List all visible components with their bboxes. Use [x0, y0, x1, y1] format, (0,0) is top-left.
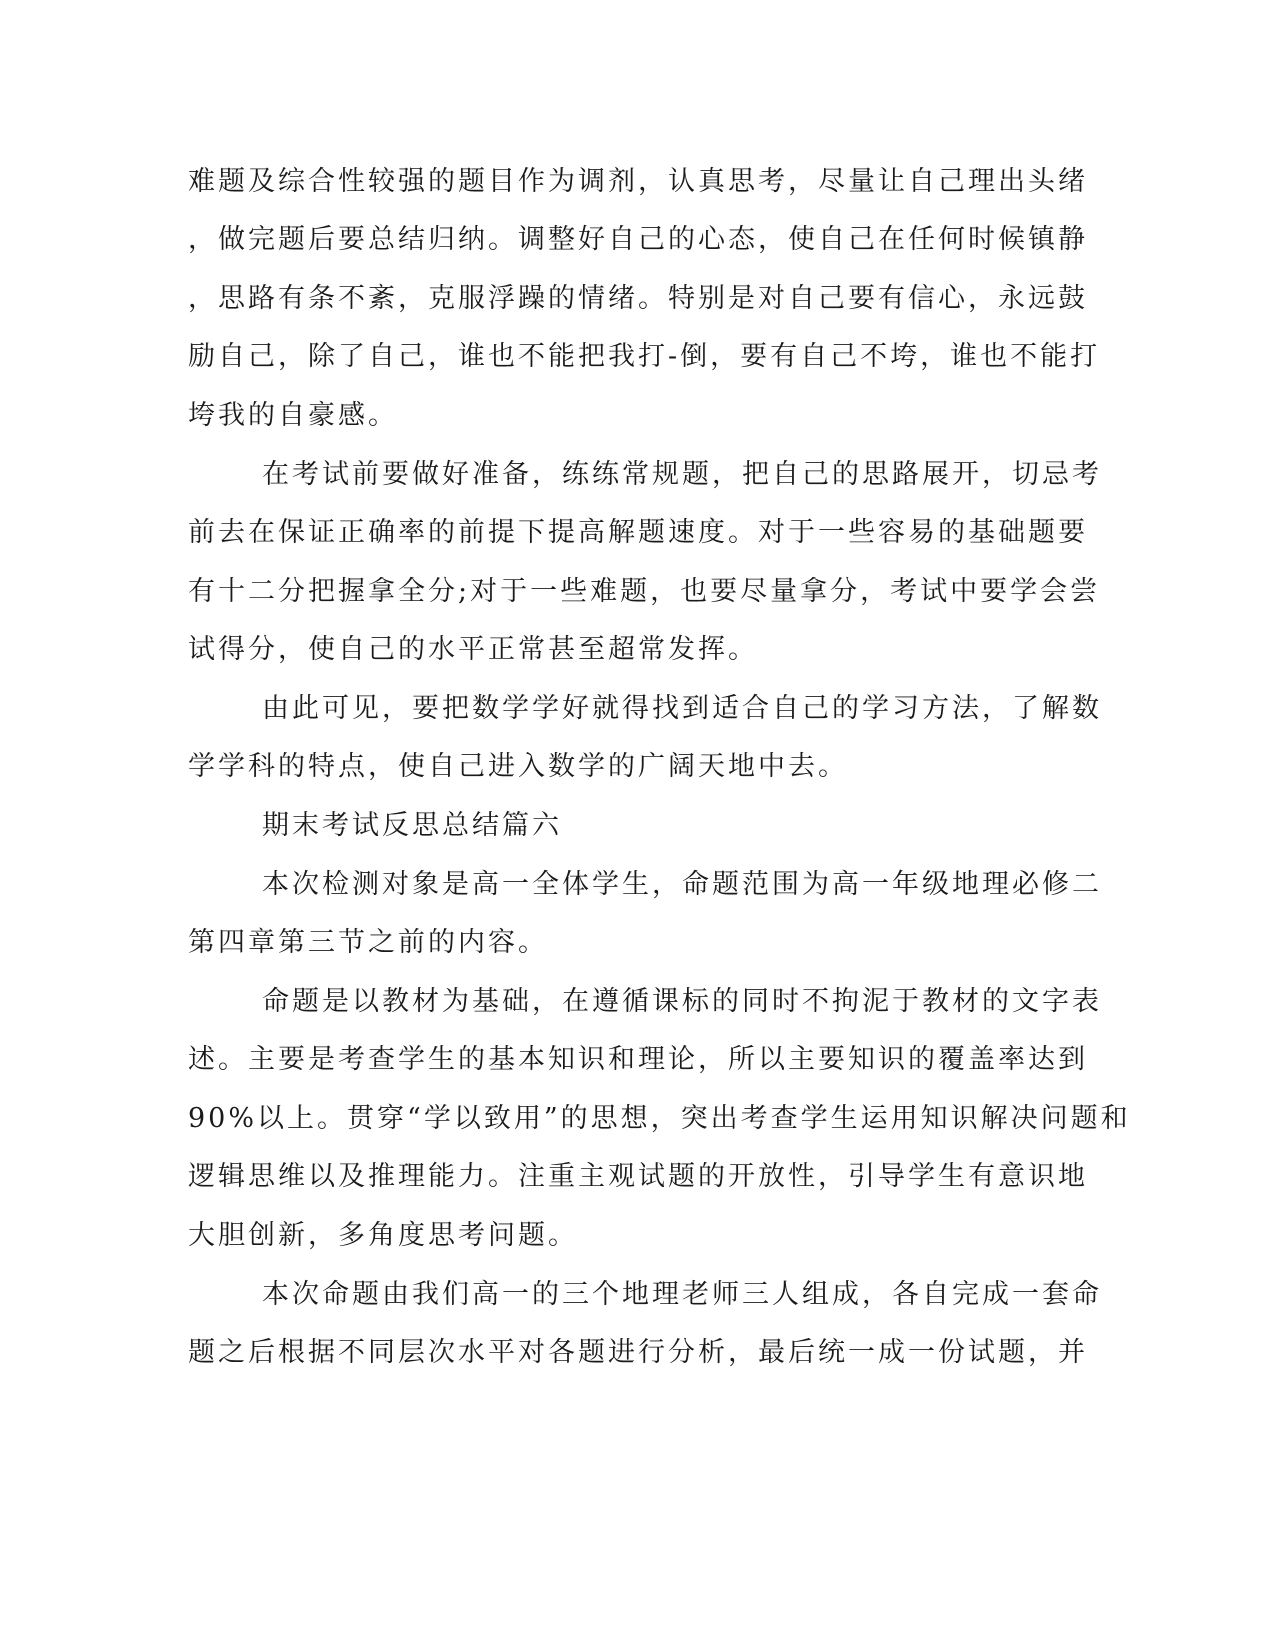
text-line: ，思路有条不紊，克服浮躁的情绪。特别是对自己要有信心，永远鼓	[188, 283, 1088, 314]
section-heading: 期末考试反思总结篇六	[262, 810, 562, 841]
text-line: 试得分，使自己的水平正常甚至超常发挥。	[188, 634, 758, 665]
text-line: ，做完题后要总结归纳。调整好自己的心态，使自己在任何时候镇静	[188, 224, 1088, 255]
paragraph-first-line: 本次检测对象是高一全体学生，命题范围为高一年级地理必修二	[262, 869, 1102, 900]
text-line: 大胆创新，多角度思考问题。	[188, 1220, 578, 1251]
text-line: 第四章第三节之前的内容。	[188, 927, 548, 958]
text-line: 励自己，除了自己，谁也不能把我打-倒，要有自己不垮，谁也不能打	[188, 341, 1101, 372]
text-line: 前去在保证正确率的前提下提高解题速度。对于一些容易的基础题要	[188, 517, 1088, 548]
text-line: 述。主要是考查学生的基本知识和理论，所以主要知识的覆盖率达到	[188, 1044, 1088, 1075]
text-line: 有十二分把握拿全分;对于一些难题，也要尽量拿分，考试中要学会尝	[188, 576, 1101, 607]
text-line: 逻辑思维以及推理能力。注重主观试题的开放性，引导学生有意识地	[188, 1161, 1088, 1192]
text-line: 垮我的自豪感。	[188, 400, 398, 431]
text-line: 题之后根据不同层次水平对各题进行分析，最后统一成一份试题，并	[188, 1337, 1088, 1368]
paragraph-first-line: 由此可见，要把数学学好就得找到适合自己的学习方法，了解数	[262, 693, 1102, 724]
text-line: 学学科的特点，使自己进入数学的广阔天地中去。	[188, 751, 848, 782]
paragraph-first-line: 在考试前要做好准备，练练常规题，把自己的思路展开，切忌考	[262, 459, 1102, 490]
text-line: 难题及综合性较强的题目作为调剂，认真思考，尽量让自己理出头绪	[188, 166, 1088, 197]
text-line: 90%以上。贯穿“学以致用”的思想，突出考查学生运用知识解决问题和	[188, 1103, 1131, 1134]
paragraph-first-line: 命题是以教材为基础，在遵循课标的同时不拘泥于教材的文字表	[262, 986, 1102, 1017]
paragraph-first-line: 本次命题由我们高一的三个地理老师三人组成，各自完成一套命	[262, 1279, 1102, 1310]
